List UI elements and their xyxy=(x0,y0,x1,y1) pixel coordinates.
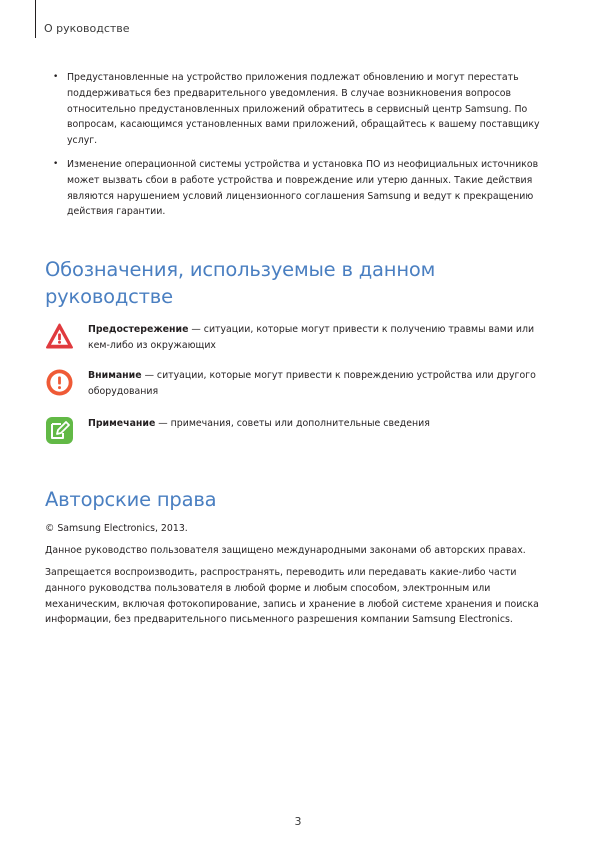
section-heading-copyright: Авторские права xyxy=(45,488,217,511)
caution-description: — ситуации, которые могут привести к получению травмы вами или кем-либо из окружающих xyxy=(88,324,535,351)
caution-term: Предостережение xyxy=(88,324,189,335)
warning-description: — ситуации, которые могут привести к повреждению устройства или другого оборудования xyxy=(88,370,536,397)
warning-text xyxy=(88,368,548,400)
note-term: Примечание xyxy=(88,418,156,429)
bullet-marker: • xyxy=(53,158,59,169)
section-heading-notations: Обозначения, используемые в данном руководстве xyxy=(45,258,436,308)
running-header: О руководстве xyxy=(44,22,130,35)
note-pencil-icon xyxy=(45,416,74,445)
bullet-marker: • xyxy=(53,72,59,82)
list-item xyxy=(51,157,553,220)
copyright-statement: Данное руководство пользователя защищено международными законами об авторских правах. xyxy=(45,545,526,556)
list-item xyxy=(51,70,553,149)
warning-term: Внимание xyxy=(88,370,142,381)
bullet-text: Предустановленные на устройство приложения подлежат обновлению и могут перестать поддерживаться без предварительного уведомления. В случае возникновения вопросов относительно предустановленных приложений обратитесь в сервисный центр Samsung. По вопросам, касающимся установленных вами приложений, обращайтесь к вашему поставщику услуг. xyxy=(67,72,540,147)
warning-circle-icon xyxy=(45,368,74,397)
bullet-list xyxy=(51,70,553,228)
caution-triangle-icon xyxy=(45,322,74,351)
note-description: — примечания, советы или дополнительные сведения xyxy=(155,418,430,429)
caution-text xyxy=(88,322,548,354)
note-text xyxy=(88,416,548,432)
copyright-line: © Samsung Electronics, 2013. xyxy=(45,523,188,534)
header-rule xyxy=(35,0,36,38)
bullet-text: Изменение операционной системы устройства и установка ПО из неофициальных источников может вызвать сбои в работе устройства и повреждение или утерю данных. Такие действия являются нарушением условий лицензионного соглашения Samsung и ведут к прекращению действия гарантии. xyxy=(67,158,539,218)
copyright-restriction: Запрещается воспроизводить, распространять, переводить или передавать какие-либо части данного руководства пользователя в любой форме и любым способом, электронным или механическим, включая фотокопирование, запись и хранение в любой системе хранения и поиска информации, без предварительного письменного разрешения компании Samsung Electronics. xyxy=(45,567,539,626)
page-number: 3 xyxy=(294,815,302,828)
